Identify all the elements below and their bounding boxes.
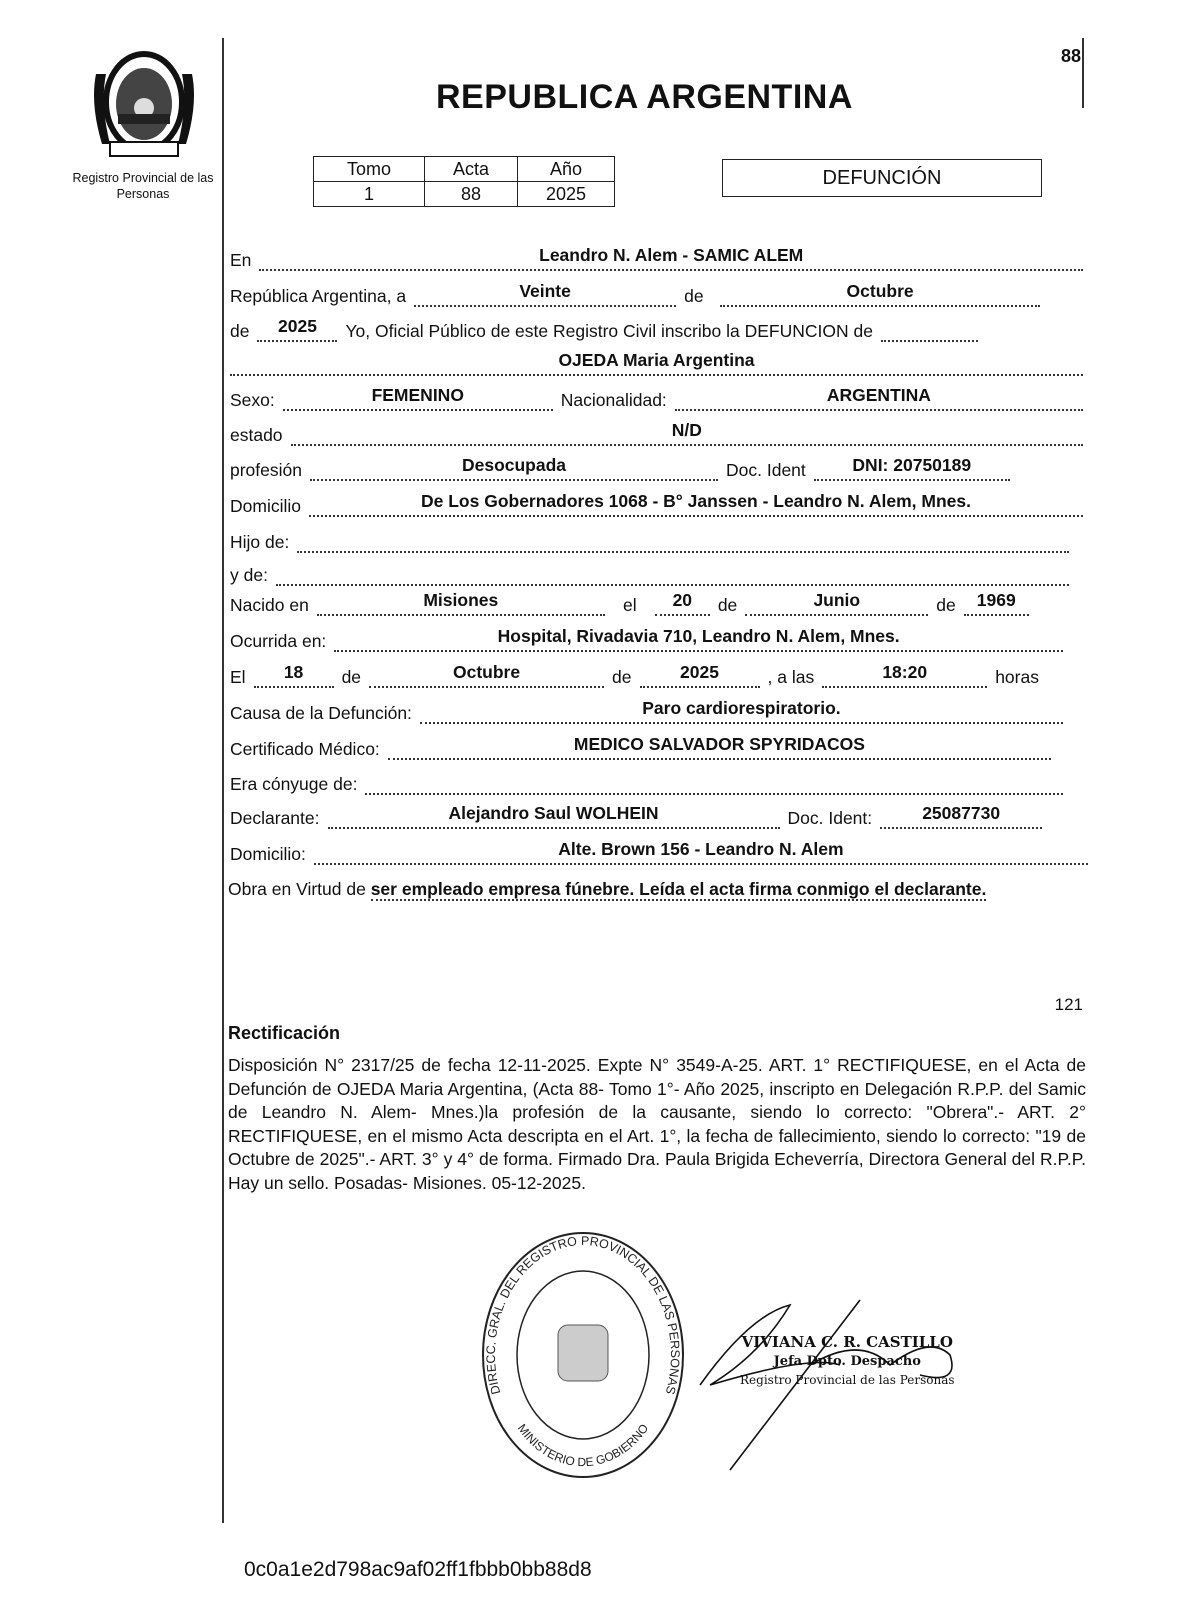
acta-value: 88 bbox=[425, 182, 518, 207]
row-domicilio bbox=[230, 491, 1083, 517]
signer-office: Registro Provincial de las Personas bbox=[740, 1373, 955, 1387]
fall-anio-field: 2025 bbox=[640, 662, 760, 688]
dia-field: Veinte bbox=[414, 281, 676, 307]
seal-outer-text: DIRECC. GRAL. DEL REGISTRO PROVINCIAL DE LAS PERSONAS bbox=[483, 1233, 683, 1396]
label: el bbox=[623, 595, 637, 615]
anio-header: Año bbox=[518, 157, 615, 182]
yde-field bbox=[276, 560, 1069, 586]
label: Domicilio: bbox=[230, 844, 306, 864]
seal-inner-text: MINISTERIO DE GOBIERNO bbox=[514, 1421, 652, 1470]
label: y de: bbox=[230, 565, 268, 585]
label: profesión bbox=[230, 460, 302, 480]
label: de bbox=[341, 667, 362, 687]
label: República Argentina, a bbox=[230, 286, 407, 306]
mes-field: Octubre bbox=[720, 281, 1040, 307]
label: Domicilio bbox=[230, 496, 301, 516]
hijo-field bbox=[297, 527, 1069, 553]
sexo-field: FEMENINO bbox=[283, 385, 553, 411]
row-fecha bbox=[230, 281, 1083, 307]
label: de bbox=[230, 321, 250, 341]
rectificacion-number: 121 bbox=[1054, 995, 1083, 1014]
fall-hora-field: 18:20 bbox=[822, 662, 987, 688]
label: Nacionalidad: bbox=[560, 390, 667, 410]
label: estado bbox=[230, 425, 283, 445]
estado-field: N/D bbox=[291, 420, 1083, 446]
page-title: REPUBLICA ARGENTINA bbox=[436, 78, 853, 116]
fall-mes-field: Octubre bbox=[369, 662, 604, 688]
nacido-anio-field: 1969 bbox=[964, 590, 1029, 616]
tomo-value: 1 bbox=[314, 182, 425, 207]
label: de bbox=[717, 595, 738, 615]
row-lugar bbox=[230, 245, 1083, 271]
page-number: 88 bbox=[1060, 46, 1081, 66]
row-profesion bbox=[230, 455, 1083, 481]
profesion-field: Desocupada bbox=[310, 455, 718, 481]
signer-role: Jefa Dpto. Despacho bbox=[773, 1354, 921, 1369]
row-certificado bbox=[230, 734, 1051, 760]
signature bbox=[690, 1295, 980, 1485]
row-fallecimiento bbox=[230, 662, 1083, 688]
nacido-lugar-field: Misiones bbox=[317, 590, 605, 616]
obra-en-virtud bbox=[228, 876, 1086, 902]
label: Doc. Ident: bbox=[787, 808, 873, 828]
label: Obra en Virtud de bbox=[228, 879, 366, 899]
left-margin-line bbox=[222, 38, 224, 1523]
label: Sexo: bbox=[230, 390, 275, 410]
document-hash: 0c0a1e2d798ac9af02ff1fbbb0bb88d8 bbox=[244, 1558, 592, 1581]
rectificacion-body: Disposición N° 2317/25 de fecha 12-11-2025. Expte N° 3549-A-25. ART. 1° RECTIFIQUESE, en el Acta de Defunción de OJEDA Maria Argentina, (Acta 88- Tomo 1°- Año 2025, inscripto en Delegación R.P.P. del Samic de Leandro N. Alem- Mnes.)la profesión de la causante, siendo lo correcto: "Obrera".- ART. 2° RECTIFIQUESE, en el mismo Acta descripta en el Art. 1°, la fecha de fallecimiento, siendo lo correcto: "19 de Octubre de 2025".- ART. 3° y 4° de forma. Firmado Dra. Paula Brigida Echeverría, Directora General del R.P.P. Hay un sello. Posadas- Misiones. 05-12-2025. bbox=[228, 1055, 1086, 1193]
anio-field: 2025 bbox=[257, 316, 337, 342]
label: Era cónyuge de: bbox=[230, 774, 358, 794]
inscribo-text: Yo, Oficial Público de este Registro Civil inscribo la DEFUNCION de bbox=[345, 321, 873, 341]
row-estado bbox=[230, 420, 1083, 446]
label: , a las bbox=[767, 667, 815, 687]
blank-field bbox=[881, 316, 978, 342]
label: Doc. Ident bbox=[726, 460, 806, 480]
lugar-field: Leandro N. Alem - SAMIC ALEM bbox=[259, 245, 1083, 271]
logo-caption: Registro Provincial de las Personas bbox=[72, 171, 214, 201]
certificado-field: MEDICO SALVADOR SPYRIDACOS bbox=[388, 734, 1051, 760]
rectificacion-title: Rectificación bbox=[228, 1023, 341, 1043]
declarante-field: Alejandro Saul WOLHEIN bbox=[328, 803, 780, 829]
row-sexo bbox=[230, 385, 1083, 411]
causa-field: Paro cardiorespiratorio. bbox=[420, 698, 1063, 724]
row-nacido bbox=[230, 590, 1083, 616]
label: Nacido en bbox=[230, 595, 309, 615]
decl-doc-field: 25087730 bbox=[880, 803, 1042, 829]
conyuge-field bbox=[365, 769, 1063, 795]
obra-field: ser empleado empresa fúnebre. Leída el acta firma conmigo el declarante. bbox=[370, 879, 987, 899]
label: Hijo de: bbox=[230, 532, 290, 552]
row-hijo bbox=[230, 527, 1069, 553]
acta-header: Acta bbox=[425, 157, 518, 182]
row-decl-domicilio bbox=[230, 839, 1088, 865]
label: Ocurrida en: bbox=[230, 631, 327, 651]
row-conyuge bbox=[230, 769, 1063, 795]
document-type-box: DEFUNCIÓN bbox=[722, 159, 1042, 197]
row-causa bbox=[230, 698, 1063, 724]
label: Certificado Médico: bbox=[230, 739, 380, 759]
anio-value: 2025 bbox=[518, 182, 615, 207]
ocurrida-field: Hospital, Rivadavia 710, Leandro N. Alem, Mnes. bbox=[334, 626, 1063, 652]
row-nombre bbox=[230, 350, 1083, 376]
province-coat-of-arms-logo bbox=[88, 44, 200, 162]
domicilio-field: De Los Gobernadores 1068 - B° Janssen - Leandro N. Alem, Mnes. bbox=[309, 491, 1083, 517]
row-inscribo bbox=[230, 316, 1083, 342]
row-ocurrida bbox=[230, 626, 1063, 652]
label: En bbox=[230, 250, 252, 270]
label: de bbox=[684, 286, 704, 306]
label: de bbox=[936, 595, 956, 615]
row-yde bbox=[230, 560, 1069, 586]
label: El bbox=[230, 667, 246, 687]
nacido-mes-field: Junio bbox=[745, 590, 928, 616]
signer-name: VIVIANA C. R. CASTILLO bbox=[741, 1333, 953, 1351]
fall-dia-field: 18 bbox=[254, 662, 334, 688]
label: Causa de la Defunción: bbox=[230, 703, 412, 723]
nombre-field: OJEDA Maria Argentina bbox=[230, 350, 1083, 376]
registry-table bbox=[313, 156, 615, 207]
right-margin-line bbox=[1082, 38, 1084, 108]
nacido-dia-field: 20 bbox=[655, 590, 710, 616]
nacionalidad-field: ARGENTINA bbox=[675, 385, 1083, 411]
tomo-header: Tomo bbox=[314, 157, 425, 182]
row-declarante bbox=[230, 803, 1083, 829]
label: Declarante: bbox=[230, 808, 320, 828]
doc-field: DNI: 20750189 bbox=[814, 455, 1010, 481]
decl-domicilio-field: Alte. Brown 156 - Leandro N. Alem bbox=[314, 839, 1088, 865]
label: de bbox=[612, 667, 632, 687]
official-seal-stamp bbox=[478, 1230, 688, 1480]
label: horas bbox=[995, 667, 1039, 687]
